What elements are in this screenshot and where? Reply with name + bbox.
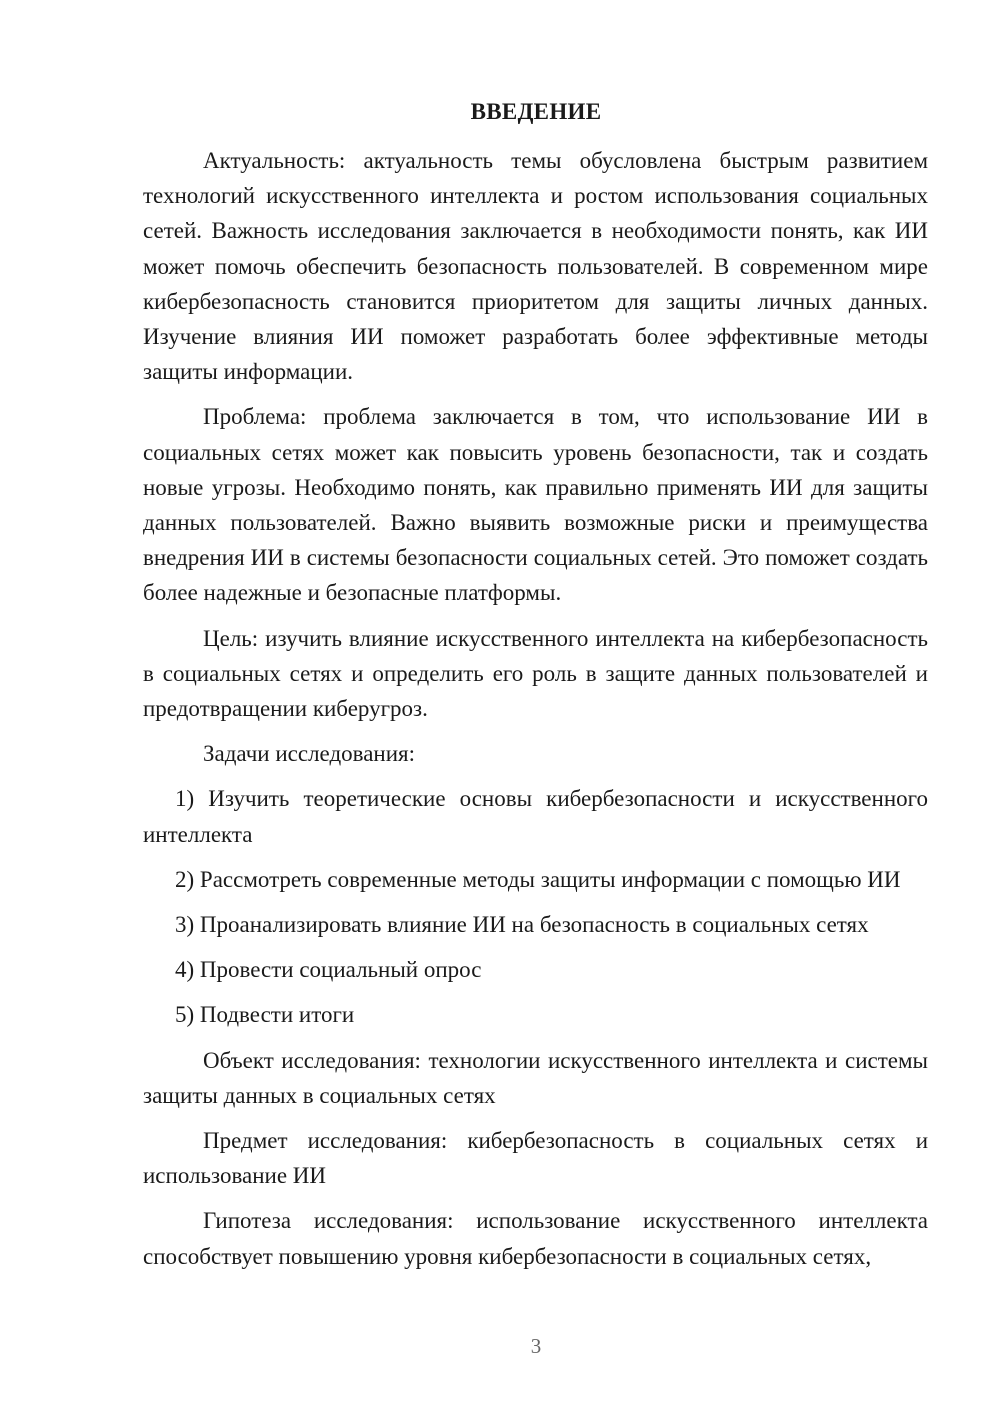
paragraph-relevance: Актуальность: актуальность темы обусловлена быстрым развитием технологий искусственного интеллекта и ростом использования социальных сетей. Важность исследования заключается в необходимости понять, как ИИ может помочь обеспечить безопасность пользователей. В современном мире кибербезопасность становится приоритетом для защиты личных данных. Изучение влияния ИИ поможет разработать более эффективные методы защиты информации. xyxy=(143,148,928,385)
paragraph-subject: Предмет исследования: кибербезопасность в социальных сетях и использование ИИ xyxy=(143,1128,928,1189)
list-item-task-3: 3) Проанализировать влияние ИИ на безопасность в социальных сетях xyxy=(175,912,869,938)
section-heading: ВВЕДЕНИЕ xyxy=(470,99,602,124)
body-text xyxy=(143,143,928,1284)
paragraph-problem: Проблема: проблема заключается в том, что использование ИИ в социальных сетях может как повысить уровень безопасности, так и создать новые угрозы. Необходимо понять, как правильно применять ИИ для защиты данных пользователей. Важно выявить возможные риски и преимущества внедрения ИИ в системы безопасности социальных сетей. Это поможет создать более надежные и безопасные платформы. xyxy=(143,404,928,606)
paragraph-goal: Цель: изучить влияние искусственного интеллекта на кибербезопасность в социальных сетях и определить его роль в защите данных пользователей и предотвращении киберугроз. xyxy=(143,625,928,722)
paragraph-hypothesis: Гипотеза исследования: использование искусственного интеллекта способствует повышению уровня кибербезопасности в социальных сетях, xyxy=(143,1208,928,1269)
list-item-task-5: 5) Подвести итоги xyxy=(175,1002,355,1028)
list-item-task-2: 2) Рассмотреть современные методы защиты информации с помощью ИИ xyxy=(175,866,901,892)
list-item-task-1: 1) Изучить теоретические основы кибербезопасности и искусственного интеллекта xyxy=(143,786,928,847)
list-item-task-4: 4) Провести социальный опрос xyxy=(175,957,482,983)
tasks-heading: Задачи исследования: xyxy=(203,741,416,767)
paragraph-object: Объект исследования: технологии искусственного интеллекта и системы защиты данных в социальных сетях xyxy=(143,1047,928,1108)
page-number: 3 xyxy=(530,1334,542,1358)
